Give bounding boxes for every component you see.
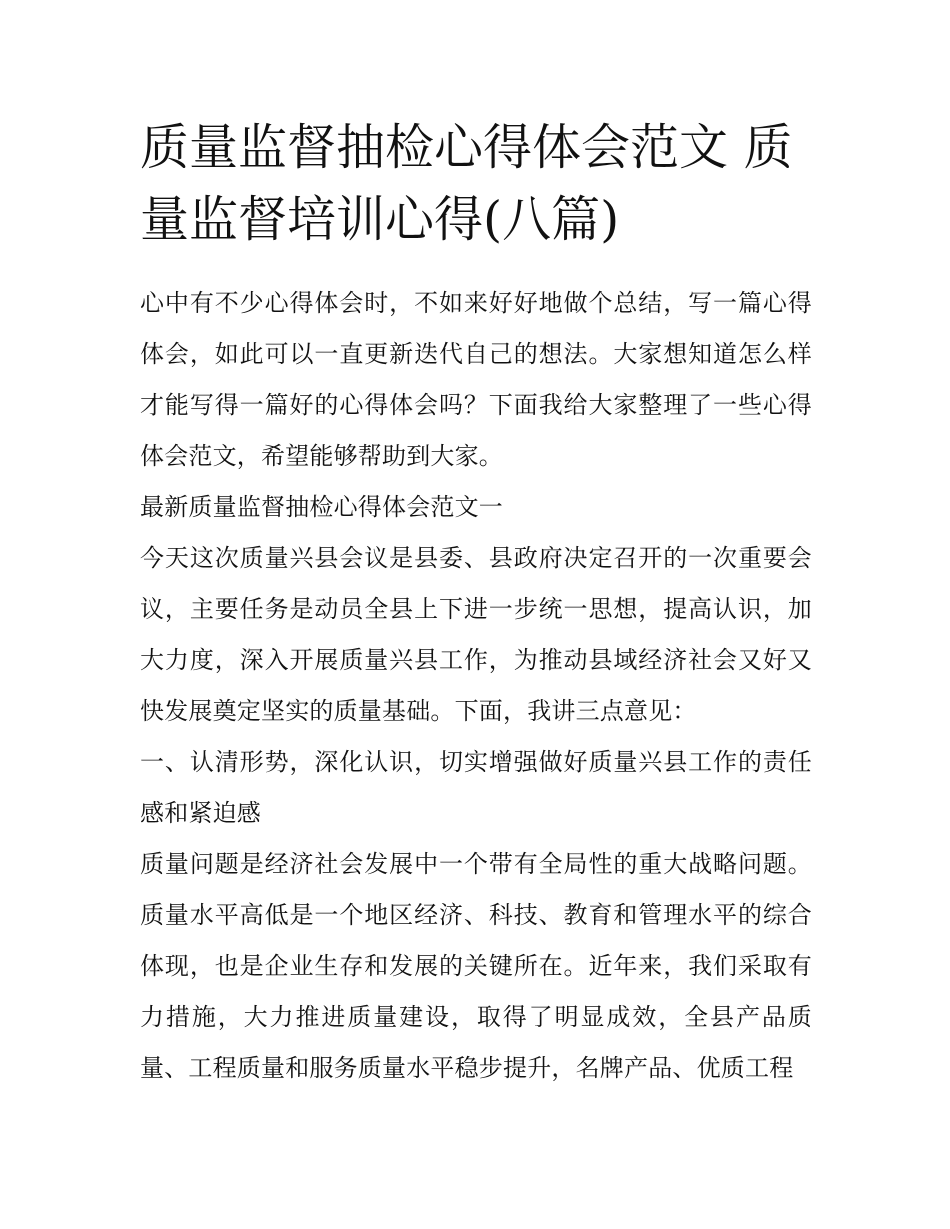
body-paragraph: 质量问题是经济社会发展中一个带有全局性的重大战略问题。质量水平高低是一个地区经济、科技、教育和管理水平的综合体现，也是企业生存和发展的关键所在。近年来，我们采取有力措施，大力推进质量建设，取得了明显成效，全县产品质量、工程质量和服务质量水平稳步提升，名牌产品、优质工程 bbox=[140, 850, 812, 1082]
body-paragraph: 今天这次质量兴县会议是县委、县政府决定召开的一次重要会议，主要任务是动员全县上下进一步统一思想，提高认识，加大力度，深入开展质量兴县工作，为推动县域经济社会又好又快发展奠定坚实的质量基础。下面，我讲三点意见： bbox=[140, 544, 812, 725]
document-body bbox=[140, 278, 812, 1094]
section-heading: 最新质量监督抽检心得体会范文一 bbox=[140, 493, 503, 521]
subsection-heading: 一、认清形势，深化认识，切实增强做好质量兴县工作的责任感和紧迫感 bbox=[140, 748, 812, 827]
document-title: 质量监督抽检心得体会范文 质量监督培训心得(八篇) bbox=[140, 119, 793, 248]
intro-paragraph: 心中有不少心得体会时，不如来好好地做个总结，写一篇心得体会，如此可以一直更新迭代自己的想法。大家想知道怎么样才能写得一篇好的心得体会吗？下面我给大家整理了一些心得体会范文，希望能够帮助到大家。 bbox=[140, 289, 812, 470]
